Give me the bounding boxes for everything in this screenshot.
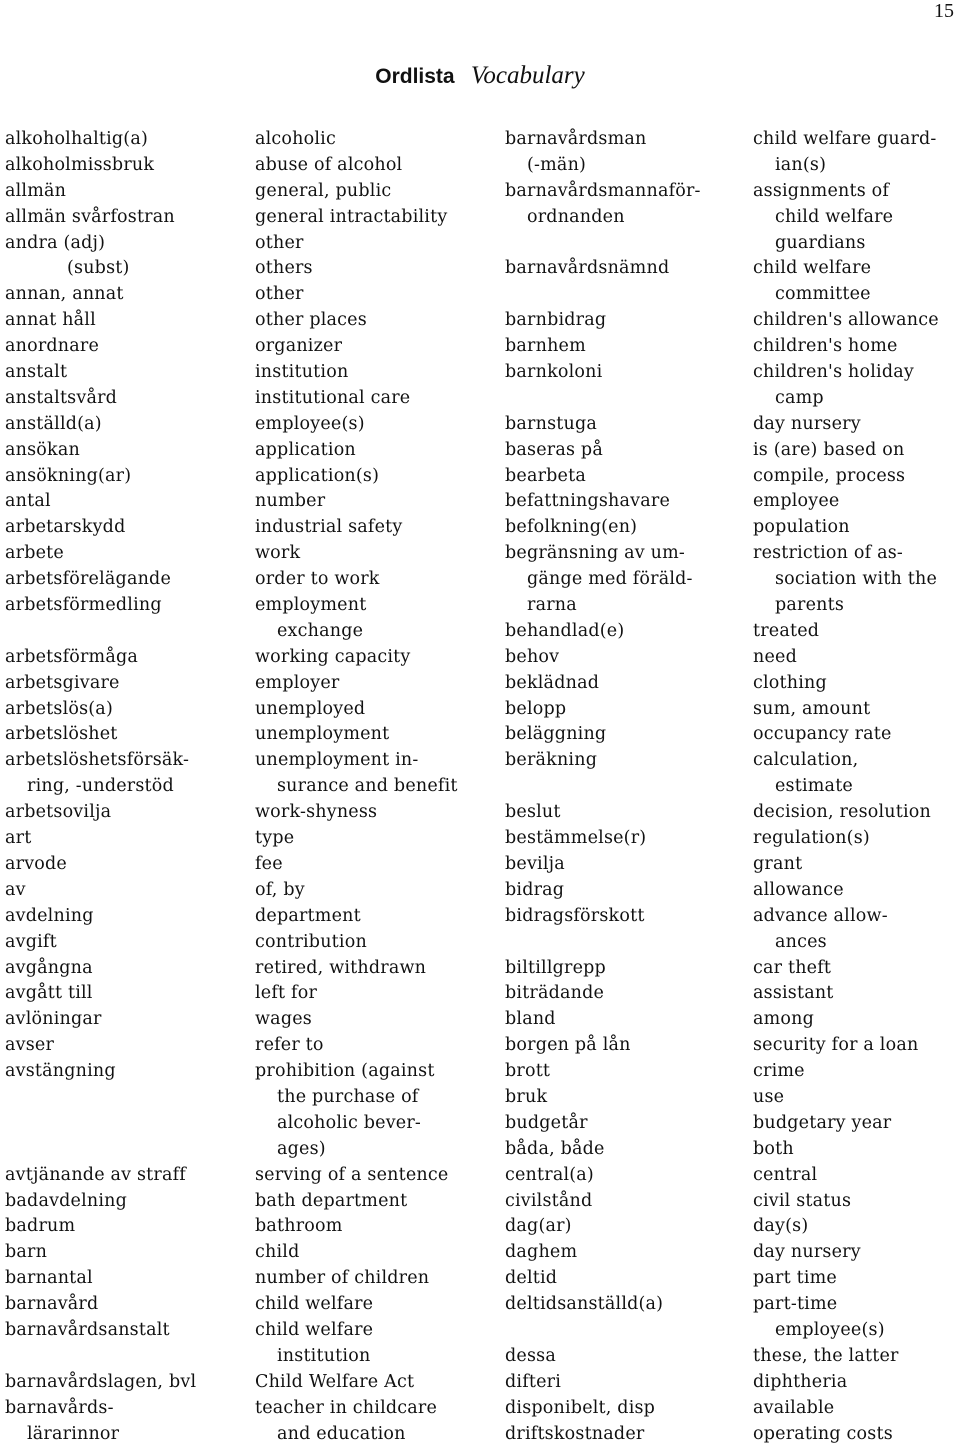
english-translation-line: children's allowance [753,310,939,331]
english-translation-line: bathroom [255,1216,343,1237]
english-translation-line: calculation, [753,750,859,771]
swedish-term-line: anstalt [5,362,68,383]
swedish-term-line: arbetsgivare [5,672,120,693]
english-translation-line: of, by [255,879,305,900]
swedish-term-line [505,1318,745,1344]
swedish-term-line [505,774,745,800]
swedish-term-line: difteri [505,1371,562,1392]
swedish-term-line: arbetsförmedling [5,595,162,616]
swedish-term-line: avgift [5,931,57,952]
english-translation-line: parents [775,595,845,616]
english-translation-line: among [753,1009,815,1030]
english-translation-line: left for [255,983,318,1004]
english-translation-line: committee [775,284,871,305]
swedish-term-line: barnbidrag [505,310,607,331]
swedish-term-line: dag(ar) [505,1216,572,1237]
english-translation-line: unemployment [255,724,390,745]
swedish-term-line: (subst) [67,258,130,279]
english-translation-line: teacher in childcare [255,1397,438,1418]
english-translation-line: institution [255,362,349,383]
english-translation-line: clothing [753,672,827,693]
swedish-term-line: ring, -understöd [27,776,174,797]
swedish-term-line: borgen på lån [505,1035,631,1056]
swedish-term-line: bland [505,1009,556,1030]
english-translation-line: general, public [255,180,392,201]
english-translation-line: work-shyness [255,802,378,823]
swedish-term-line: begränsning av um- [505,543,685,564]
swedish-term-line: beläggning [505,724,607,745]
swedish-term-line: avdelning [5,905,94,926]
english-translation-line: other [255,284,304,305]
english-translation-line: available [753,1397,835,1418]
swedish-term-line: ansökning(ar) [5,465,132,486]
english-translation-line: camp [775,387,824,408]
swedish-term-line: lärarinnor [27,1423,120,1444]
swedish-term-line: allmän svårfostran [5,206,175,227]
swedish-term-line: behov [505,646,560,667]
swedish-term-line: antal [5,491,51,512]
english-translation-line: surance and benefit [277,776,458,797]
swedish-term-line: arbetsovilja [5,802,112,823]
english-translation-line: crime [753,1061,805,1082]
swedish-term-line: badavdelning [5,1190,128,1211]
swedish-term-line: barnavårdsmannaför- [505,180,701,201]
english-translation-line: children's holiday [753,362,914,383]
english-translation-line: work [255,543,301,564]
english-translation-line: other places [255,310,367,331]
english-translation-line: employee(s) [775,1319,885,1340]
english-translation-line: serving of a sentence [255,1164,449,1185]
english-translation-line: occupancy rate [753,724,892,745]
english-translation-line: unemployed [255,698,366,719]
english-translation-line: and education [277,1423,406,1444]
swedish-term-line [505,930,745,956]
english-translation-line: operating costs [753,1423,893,1444]
swedish-term-line: barnavård [5,1294,99,1315]
english-translation-line: number [255,491,326,512]
english-translation-line: refer to [255,1035,324,1056]
english-translation-line: day nursery [753,1242,861,1263]
swedish-term-line: budgetår [505,1112,588,1133]
swedish-term-line: arbetslöshet [5,724,118,745]
english-translation-line: institution [277,1345,371,1366]
swedish-term-line: central(a) [505,1164,594,1185]
swedish-term-line: arbetsförmåga [5,646,139,667]
english-translation-line: estimate [775,776,853,797]
english-translation-line: prohibition (against [255,1061,435,1082]
swedish-term-line: andra (adj) [5,232,106,253]
english-translation-line: treated [753,620,820,641]
swedish-term-line: anordnare [5,336,100,357]
english-translation-line: central [753,1164,818,1185]
swedish-term-line: badrum [5,1216,76,1237]
swedish-term-line: arbetslöshetsförsäk- [5,750,190,771]
swedish-term-line [505,386,745,412]
swedish-term-line: (-män) [527,154,587,175]
english-translation-line: ian(s) [775,154,827,175]
english-translation-line: decision, resolution [753,802,932,823]
swedish-term-line: barnavårdsman [505,129,647,149]
swedish-term-line: avgått till [5,983,93,1004]
english-translation-line: compile, process [753,465,906,486]
swedish-term-line: bruk [505,1086,548,1107]
swedish-term-line: ordnanden [527,206,625,227]
english-translation-line: security for a loan [753,1035,919,1056]
swedish-term-line: alkoholhaltig(a) [5,129,148,149]
english-translation-line: part-time [753,1294,838,1315]
swedish-term-line: daghem [505,1242,578,1263]
english-translation-line: the purchase of [277,1086,419,1107]
english-translation-line: diphtheria [753,1371,848,1392]
title-english: Vocabulary [470,62,585,89]
english-translation-line: is (are) based on [753,439,905,460]
english-translation-line: child welfare [255,1319,374,1340]
english-translation-line: children's home [753,336,898,357]
swedish-term-line: baseras på [505,439,603,460]
swedish-term-line: arbetsförelägande [5,569,172,590]
english-translation-line: day nursery [753,413,861,434]
swedish-term-line: biltillgrepp [505,957,606,978]
swedish-term-line: annat håll [5,310,96,331]
swedish-term-line: barn [5,1242,48,1263]
swedish-term-line: beräkning [505,750,598,771]
swedish-term-line: barnavårdsnämnd [505,258,670,279]
english-translation-line: order to work [255,569,380,590]
swedish-term-line: alkoholmissbruk [5,154,155,175]
swedish-term-line: ansökan [5,439,80,460]
english-translation-line: industrial safety [255,517,403,538]
english-translation-line: sociation with the [775,569,938,590]
swedish-term-line [5,1085,245,1111]
swedish-term-line: barnavårdslagen, bvl [5,1371,197,1392]
english-translation-line: child welfare guard- [753,129,937,149]
swedish-term-line: disponibelt, disp [505,1397,656,1418]
english-translation-line: budgetary year [753,1112,892,1133]
swedish-term-line: annan, annat [5,284,124,305]
english-translation-line: need [753,646,797,667]
english-translation-line: exchange [277,620,364,641]
swedish-term-line: av [5,879,26,900]
english-translation-line: civil status [753,1190,852,1211]
swedish-term-line [5,619,245,645]
english-translation-line: contribution [255,931,367,952]
swedish-term-line: art [5,828,32,849]
english-translation-line: employee(s) [255,413,365,434]
swedish-term-line: dessa [505,1345,556,1366]
english-translation-line: unemployment in- [255,750,419,771]
english-translation-line: general intractability [255,206,448,227]
swedish-term-line: behandlad(e) [505,620,625,641]
swedish-term-line: allmän [5,180,67,201]
english-translation-line: working capacity [255,646,411,667]
swedish-term-line: civilstånd [505,1190,593,1211]
title-swedish: Ordlista [375,65,455,88]
swedish-term-line: brott [505,1061,551,1082]
swedish-term-line: avtjänande av straff [5,1164,186,1185]
swedish-term-line: arbete [5,543,64,564]
swedish-term-line: gänge med föräld- [527,569,693,590]
swedish-term-line: avgångna [5,957,93,978]
swedish-term-line: bidragsförskott [505,905,645,926]
english-translation-line: other [255,232,304,253]
english-translation-line: employment [255,595,367,616]
swedish-term-line: barnavårds- [5,1397,114,1418]
english-translation-line: Child Welfare Act [255,1371,415,1392]
english-translation-line: employee [753,491,840,512]
english-translation-line: retired, withdrawn [255,957,427,978]
english-translation-line: employer [255,672,340,693]
english-translation-line: sum, amount [753,698,871,719]
swedish-term-line: bidrag [505,879,565,900]
swedish-term-line: avlöningar [5,1009,102,1030]
swedish-term-line [5,1137,245,1163]
swedish-column-2 [505,127,745,1447]
english-translation-line: child welfare [255,1294,374,1315]
swedish-term-line [5,1344,245,1370]
swedish-term-line: beslut [505,802,561,823]
swedish-term-line: bevilja [505,853,565,874]
english-translation-line: alcoholic [255,129,336,149]
swedish-term-line: anställd(a) [5,413,102,434]
swedish-term-line: beklädnad [505,672,600,693]
english-translation-line: day(s) [753,1216,809,1237]
english-translation-line: institutional care [255,387,411,408]
swedish-term-line: belopp [505,698,567,719]
swedish-term-line: arbetslös(a) [5,698,113,719]
english-translation-line: regulation(s) [753,828,870,849]
swedish-term-line: barnavårdsanstalt [5,1319,170,1340]
english-column-1 [255,127,495,1447]
swedish-term-line: driftskostnader [505,1423,645,1444]
swedish-term-line: barnhem [505,336,586,357]
swedish-term-line: barnkoloni [505,362,603,383]
english-translation-line: grant [753,853,803,874]
english-translation-line: guardians [775,232,866,253]
english-translation-line: department [255,905,361,926]
swedish-term-line: rarna [527,595,577,616]
english-translation-line: assistant [753,983,834,1004]
english-translation-line: application [255,439,356,460]
english-translation-line: these, the latter [753,1345,899,1366]
english-translation-line: number of children [255,1268,430,1289]
swedish-term-line: befattningshavare [505,491,671,512]
swedish-term-line: bestämmelse(r) [505,828,647,849]
swedish-term-line: deltidsanställd(a) [505,1294,664,1315]
english-translation-line: assignments of [753,180,890,201]
swedish-term-line: arbetarskydd [5,517,126,538]
swedish-term-line: befolkning(en) [505,517,638,538]
english-translation-line: application(s) [255,465,380,486]
english-translation-line: population [753,517,850,538]
english-translation-line: type [255,828,295,849]
swedish-term-line: barnstuga [505,413,597,434]
english-translation-line: both [753,1138,794,1159]
english-translation-line: advance allow- [753,905,888,926]
swedish-term-line: avstängning [5,1061,116,1082]
page-number: 15 [934,0,954,22]
english-translation-line: ances [775,931,827,952]
english-translation-line: child welfare [775,206,894,227]
english-translation-line: abuse of alcohol [255,154,403,175]
swedish-term-line: barnantal [5,1268,93,1289]
swedish-column-1 [5,127,245,1447]
swedish-term-line: båda, både [505,1138,605,1159]
swedish-term-line: deltid [505,1268,558,1289]
english-translation-line: restriction of as- [753,543,904,564]
english-column-2 [753,127,958,1447]
english-translation-line: use [753,1086,785,1107]
english-translation-line: car theft [753,957,832,978]
swedish-term-line: biträdande [505,983,605,1004]
swedish-term-line: bearbeta [505,465,586,486]
english-translation-line: child welfare [753,258,872,279]
english-translation-line: fee [255,853,283,874]
english-translation-line: allowance [753,879,844,900]
english-translation-line: bath department [255,1190,408,1211]
page-title [0,62,960,90]
english-translation-line: organizer [255,336,343,357]
english-translation-line: wages [255,1009,312,1030]
swedish-term-line [505,282,745,308]
swedish-term-line [5,1111,245,1137]
swedish-term-line: anstaltsvård [5,387,118,408]
swedish-term-line: arvode [5,853,67,874]
english-translation-line: ages) [277,1138,326,1159]
english-translation-line: others [255,258,313,279]
english-translation-line: part time [753,1268,837,1289]
swedish-term-line: avser [5,1035,55,1056]
swedish-term-line [505,231,745,257]
english-translation-line: child [255,1242,300,1263]
english-translation-line: alcoholic bever- [277,1112,422,1133]
